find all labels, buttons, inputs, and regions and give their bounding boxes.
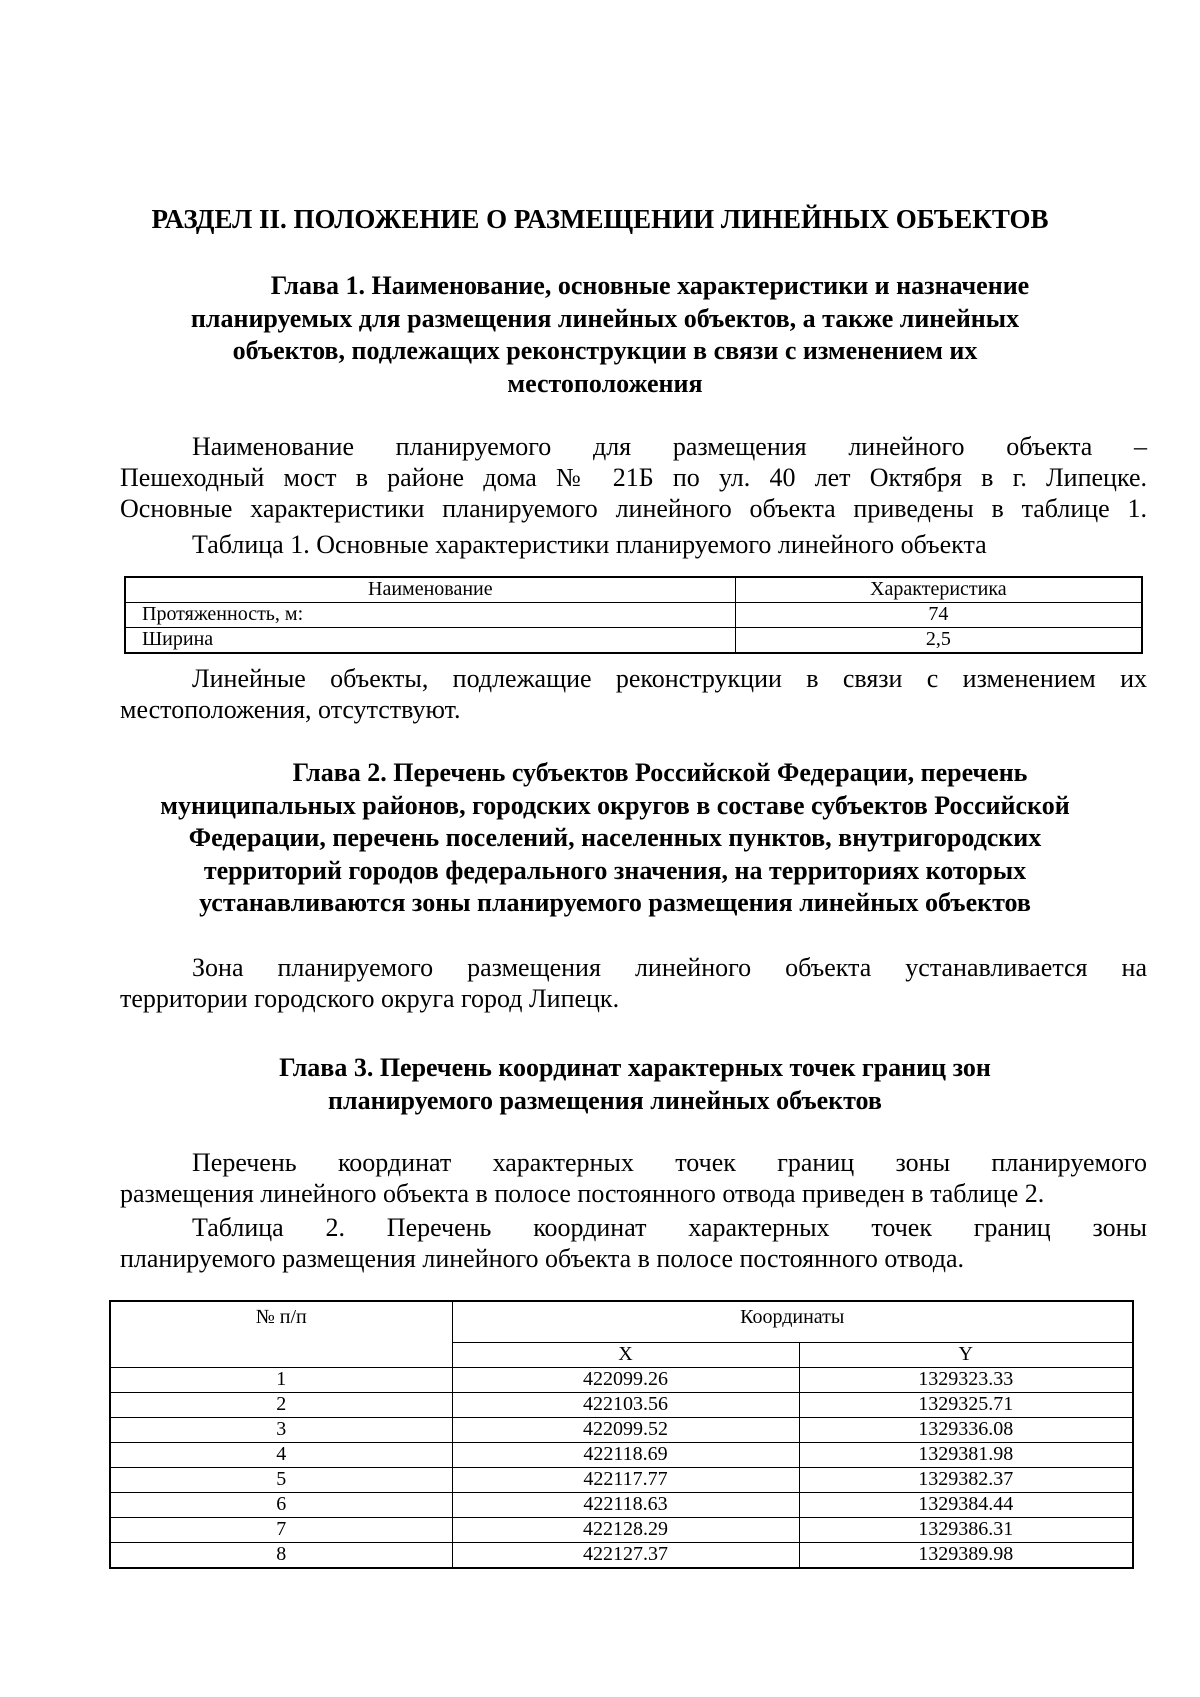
table-row — [110, 1543, 1133, 1569]
table-2-caption-line: Таблица 2. Перечень координат характерных точек границ зоны — [192, 1213, 1147, 1242]
table-2-caption — [120, 1212, 1147, 1274]
table-cell: Ширина — [125, 628, 735, 654]
chapter-2-heading-line: Федерации, перечень поселений, населенных пунктов, внутригородских — [188, 823, 1042, 852]
table-cell: 1329381.98 — [799, 1443, 1133, 1468]
chapter-3-heading-line: планируемого размещения линейных объектов — [328, 1085, 882, 1115]
section-title-text: РАЗДЕЛ II. ПОЛОЖЕНИЕ О РАЗМЕЩЕНИИ ЛИНЕЙНЫХ ОБЪЕКТОВ — [151, 204, 1049, 234]
table-cell: 1329386.31 — [799, 1518, 1133, 1543]
table-cell: 4 — [110, 1443, 452, 1468]
chapter-1-heading-line: местоположения — [507, 368, 703, 398]
chapter-3-paragraph — [120, 1147, 1147, 1209]
table-header-row — [125, 577, 1142, 603]
table-cell: 8 — [110, 1543, 452, 1569]
paragraph-line: Основные характеристики планируемого линейного объекта приведены в таблице 1. — [120, 494, 1147, 523]
chapter-2-heading-line: муниципальных районов, городских округов в составе субъектов Российской — [160, 790, 1070, 820]
table-cell: 1329382.37 — [799, 1468, 1133, 1493]
section-title — [100, 203, 1100, 235]
paragraph-line: местоположения, отсутствуют. — [120, 695, 461, 724]
chapter-2-heading-line: территорий городов федерального значения, на территориях которых — [203, 855, 1027, 885]
characteristics-table — [124, 576, 1143, 654]
table-cell: 2 — [110, 1393, 452, 1418]
table-header-row — [110, 1301, 1133, 1343]
table-cell: 422118.69 — [452, 1443, 799, 1468]
table-1-caption-text: Таблица 1. Основные характеристики планируемого линейного объекта — [192, 530, 987, 559]
table-cell: 2,5 — [735, 628, 1142, 654]
table-cell: 7 — [110, 1518, 452, 1543]
table-cell: 422117.77 — [452, 1468, 799, 1493]
column-header-y: Y — [799, 1343, 1133, 1368]
table-cell: 5 — [110, 1468, 452, 1493]
chapter-2-paragraph — [120, 952, 1147, 1014]
chapter-3-heading — [190, 1052, 1020, 1117]
chapter-1-heading-line: объектов, подлежащих реконструкции в связи с изменением их — [232, 336, 978, 365]
column-header-coordinates: Координаты — [452, 1301, 1133, 1343]
paragraph-line: Линейные объекты, подлежащие реконструкции в связи с изменением их — [192, 664, 1147, 693]
chapter-1-paragraph-2 — [120, 663, 1147, 725]
column-header-x: X — [452, 1343, 799, 1368]
chapter-2-heading-line: Глава 2. Перечень субъектов Российской Федерации, перечень — [292, 758, 1028, 787]
table-row — [110, 1418, 1133, 1443]
table-row — [125, 628, 1142, 654]
table-cell: 1329336.08 — [799, 1418, 1133, 1443]
paragraph-line: Пешеходный мост в районе дома № 21Б по ул. 40 лет Октября в г. Липецке. — [120, 463, 1147, 492]
chapter-1-heading-line: планируемых для размещения линейных объектов, а также линейных — [190, 303, 1020, 333]
table-row — [110, 1518, 1133, 1543]
table-row — [110, 1393, 1133, 1418]
table-2-caption-line: планируемого размещения линейного объекта в полосе постоянного отвода. — [120, 1244, 965, 1273]
table-cell: 1329323.33 — [799, 1368, 1133, 1393]
table-row — [110, 1443, 1133, 1468]
coordinates-table — [109, 1300, 1134, 1569]
column-header-name: Наименование — [125, 577, 735, 603]
table-cell: 1329384.44 — [799, 1493, 1133, 1518]
table-row — [110, 1468, 1133, 1493]
chapter-1-heading-line: Глава 1. Наименование, основные характеристики и назначение — [270, 271, 1030, 300]
column-header-characteristic: Характеристика — [735, 577, 1142, 603]
table-row — [110, 1493, 1133, 1518]
table-cell: 422127.37 — [452, 1543, 799, 1569]
table-cell: 1 — [110, 1368, 452, 1393]
table-cell: 422118.63 — [452, 1493, 799, 1518]
paragraph-line: размещения линейного объекта в полосе постоянного отвода приведен в таблице 2. — [120, 1179, 1045, 1208]
table-cell: 6 — [110, 1493, 452, 1518]
paragraph-line: территории городского округа город Липецк. — [120, 984, 620, 1013]
paragraph-line: Наименование планируемого для размещения линейного объекта – — [192, 432, 1147, 461]
table-cell: Протяженность, м: — [125, 603, 735, 628]
table-cell: 74 — [735, 603, 1142, 628]
chapter-2-heading-line: устанавливаются зоны планируемого размещения линейных объектов — [199, 888, 1031, 917]
table-cell: 422099.52 — [452, 1418, 799, 1443]
table-cell: 3 — [110, 1418, 452, 1443]
table-row — [125, 603, 1142, 628]
paragraph-line: Перечень координат характерных точек границ зоны планируемого — [192, 1148, 1147, 1177]
chapter-1-paragraph-1 — [120, 431, 1147, 524]
table-cell: 422103.56 — [452, 1393, 799, 1418]
paragraph-line: Зона планируемого размещения линейного объекта устанавливается на — [192, 953, 1147, 982]
column-header-number: № п/п — [110, 1301, 452, 1368]
table-cell: 1329325.71 — [799, 1393, 1133, 1418]
table-cell: 422128.29 — [452, 1518, 799, 1543]
table-1-caption — [120, 529, 1147, 560]
table-row — [110, 1368, 1133, 1393]
table-cell: 422099.26 — [452, 1368, 799, 1393]
chapter-3-heading-line: Глава 3. Перечень координат характерных точек границ зон — [279, 1053, 991, 1082]
chapter-1-heading — [130, 270, 1080, 400]
chapter-2-heading — [110, 757, 1120, 920]
table-cell: 1329389.98 — [799, 1543, 1133, 1569]
